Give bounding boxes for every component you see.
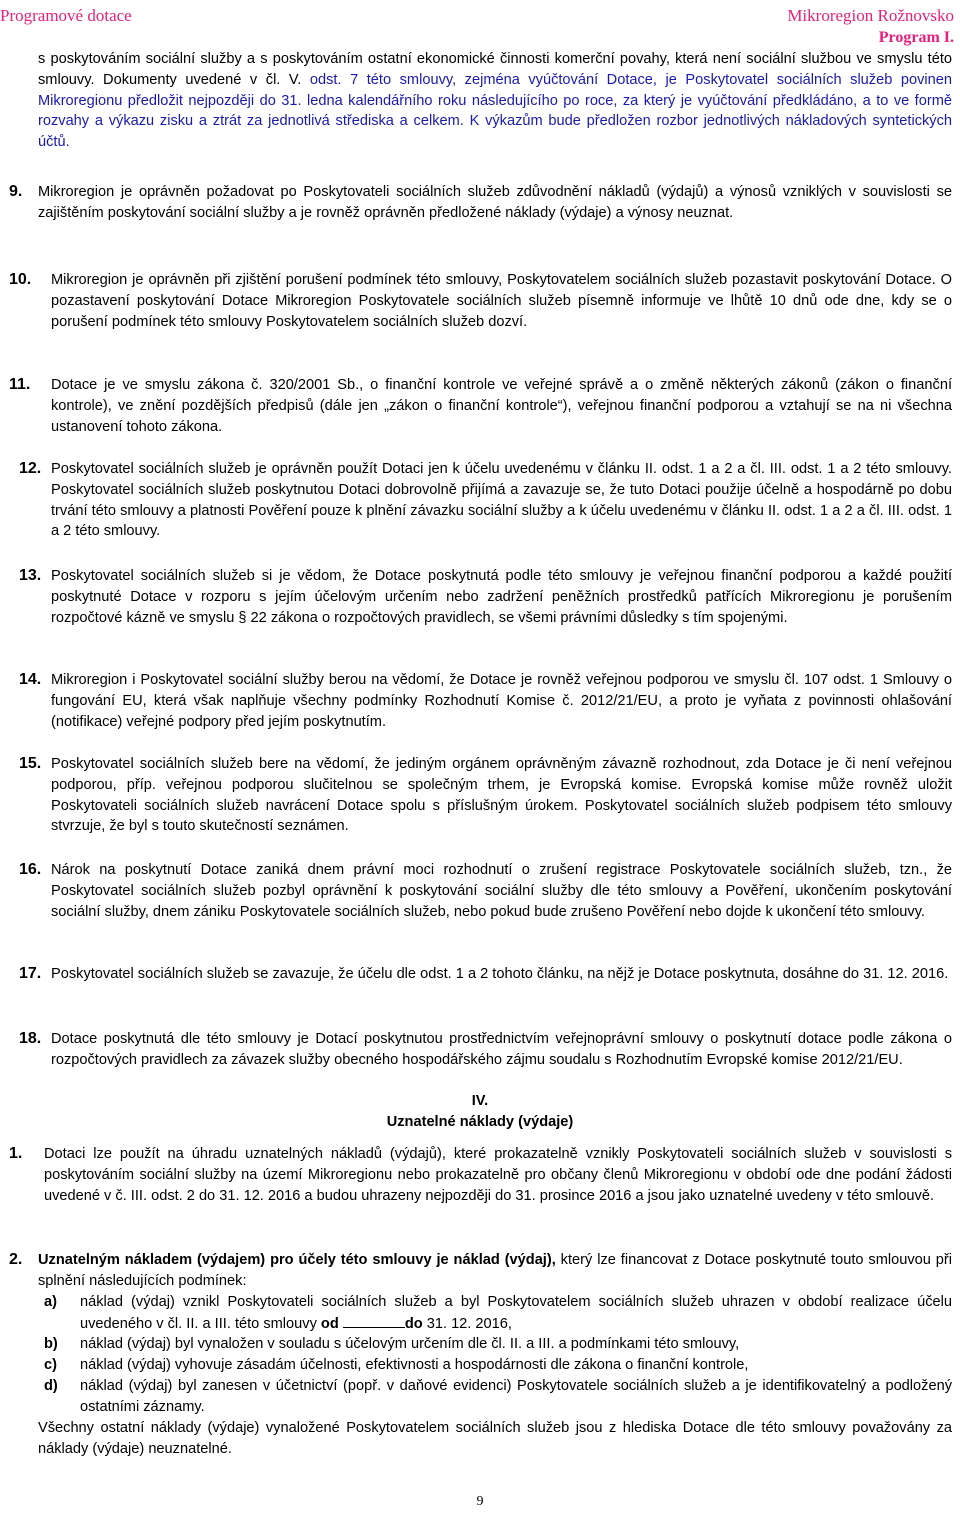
section-item-number: 1. — [9, 1145, 23, 1162]
item-text — [51, 375, 952, 437]
section-item-2-bold: Uznatelným nákladem (výdajem) pro účely této smlouvy je náklad (výdaj), — [38, 1252, 556, 1268]
item-text — [51, 459, 952, 542]
closing-paragraph — [38, 1418, 952, 1460]
condition-text — [80, 1355, 952, 1376]
intro-text-blue: odst. 7 této smlouvy, zejména vyúčtování Dotace, je Poskytovatel sociálních služeb povinen Mikroregionu předložit nejpozději do 31. ledna kalendářního roku následujícího po roce, za který je vyúčtování předkládáno, a to ve formě rozvahy a výkazu zisku a ztrát za jednotlivá střediska a celkem. K výkazům bude předložen rozbor jednotlivých nákladových syntetických účtů. — [38, 71, 952, 151]
item-17-text: Poskytovatel sociálních služeb se zavazuje, že účelu dle odst. 1 a 2 tohoto článku, na nějž je Dotace poskytnuta, dosáhne do 31. 12. 2016. — [51, 966, 949, 982]
item-number: 17. — [19, 965, 42, 982]
item-text — [38, 182, 952, 224]
item-number: 13. — [19, 567, 42, 584]
item-16-text: Nárok na poskytnutí Dotace zaniká dnem právní moci rozhodnutí o zrušení registrace Poskytovatele sociálních služeb, tzn., že Poskytovatel sociálních služeb pozbyl oprávnění k poskytování sociální služby dle této smlouvy a Pověření, ukončením poskytování sociální služby, dnem zániku Poskytovatele sociálních služeb, nebo pokud bude zrušeno Pověření nebo dojde k ukončení této smlouvy. — [51, 862, 952, 920]
condition-b-text: náklad (výdaj) byl vynaložen v souladu s účelovým určením dle čl. II. a III. a podmínkami této smlouvy, — [80, 1336, 740, 1352]
header-program-title: Programové dotace — [0, 6, 132, 25]
item-10-text: Mikroregion je oprávněn při zjištění porušení podmínek této smlouvy, Poskytovatelem sociálních služeb pozastavit poskytování Dotace. O pozastavení poskytování Dotace Mikroregion Poskytovatele sociálních služeb písemně informuje ve lhůtě 10 dnů ode dne, kdy se o porušení podmínek této smlouvy Poskytovatelem sociálních služeb dozví. — [51, 272, 952, 330]
item-number: 15. — [19, 755, 42, 772]
item-text — [51, 754, 952, 837]
item-number: 9. — [9, 183, 23, 200]
condition-label: d) — [44, 1378, 58, 1394]
item-12-text: Poskytovatel sociálních služeb je oprávněn použít Dotaci jen k účelu uvedenému v článku II. odst. 1 a 2 a čl. III. odst. 1 a 2 této smlouvy. Poskytovatel sociálních služeb poskytnutou Dotaci dobrovolně přijímá a zavazuje se, že tuto Dotaci použije účelně a hospodárně po dobu trvání této smlouvy a platnosti Pověření pouze k plnění závazku sociální služby a k účelu uvedenému v článku II. odst. 1 a 2 a čl. III. odst. 1 a 2 této smlouvy. — [51, 461, 952, 540]
page-number: 9 — [476, 1494, 484, 1509]
condition-label: a) — [44, 1294, 57, 1310]
condition-a-text: náklad (výdaj) vznikl Poskytovateli sociálních služeb a byl Poskytovatelem sociálních služeb uhrazen v období realizace účelu uvedeného v čl. II. a III. této smlouvy — [80, 1294, 952, 1332]
intro-paragraph — [38, 49, 952, 153]
item-number: 11. — [9, 376, 31, 393]
item-15-text: Poskytovatel sociálních služeb bere na vědomí, že jediným orgánem oprávněným závazně rozhodnout, zda Dotace je či není veřejnou podporou, příp. veřejnou podporou slučitelnou se společným trhem, je Evropská komise. Evropská komise může rovněž uložit Poskytovateli sociálních služeb navrácení Dotace spolu s příslušným úrokem. Poskytovatel sociálních služeb podpisem této smlouvy stvrzuje, že byl s touto skutečností seznámen. — [51, 756, 952, 835]
item-11-text: Dotace je ve smyslu zákona č. 320/2001 Sb., o finanční kontrole ve veřejné správě a o změně některých zákonů (zákon o finanční kontrole), ve znění pozdějších předpisů (dále jen „zákon o finanční kontrole“), veřejnou finanční podporou a vztahují se na ni všechna ustanovení tohoto zákona. — [51, 377, 952, 435]
item-number: 16. — [19, 861, 42, 878]
section-item-number: 2. — [9, 1251, 23, 1268]
header-organization: Mikroregion Rožnovsko — [787, 6, 954, 25]
item-text — [51, 566, 952, 628]
header-program-number: Program I. — [878, 29, 954, 46]
item-text — [51, 670, 952, 732]
section-item-text — [38, 1250, 952, 1292]
section-item-2-text: který lze financovat z Dotace poskytnuté touto smlouvou při splnění následujících podmínek: — [38, 1252, 952, 1289]
item-number: 10. — [9, 271, 32, 288]
item-number: 12. — [19, 460, 42, 477]
item-text — [51, 1029, 952, 1071]
date-from-label: od — [320, 1315, 339, 1332]
item-13-text: Poskytovatel sociálních služeb si je vědom, že Dotace poskytnutá podle této smlouvy je veřejnou finanční podporou a každé použití poskytnuté Dotace v rozporu s jejím účelovým určením nebo zadržení peněžních prostředků patřících Mikroregionu je porušením rozpočtové kázně ve smyslu § 22 zákona o rozpočtových pravidlech, se všemi právními důsledky s tím spojenými. — [51, 568, 952, 626]
condition-a-end: 31. 12. 2016, — [422, 1315, 512, 1332]
closing-text: Všechny ostatní náklady (výdaje) vynaložené Poskytovatelem sociálních služeb jsou z hlediska Dotace dle této smlouvy považovány za náklady (výdaje) neuznatelné. — [38, 1420, 952, 1457]
item-9-text: Mikroregion je oprávněn požadovat po Poskytovateli sociálních služeb zdůvodnění nákladů (výdajů) a výnosů vzniklých v souvislosti se zajištěním poskytování sociální služby a je rovněž oprávněn předložené náklady (výdaje) a výnosy neuznat. — [38, 184, 952, 221]
date-to-label: do — [404, 1315, 423, 1332]
item-text — [51, 860, 952, 922]
intro-text: s poskytováním sociální služby a s poskytováním ostatní ekonomické činnosti komerční povahy, která není sociální službou ve smyslu této smlouvy. Dokumenty uvedené v čl. V. — [38, 51, 952, 88]
date-blank — [343, 1313, 405, 1328]
page-header — [0, 0, 960, 48]
item-number: 18. — [19, 1030, 42, 1047]
condition-label: b) — [44, 1336, 58, 1352]
section-item-text — [44, 1144, 952, 1206]
condition-text — [80, 1376, 952, 1418]
condition-c-text: náklad (výdaj) vyhovuje zásadám účelnosti, efektivnosti a hospodárnosti dle zákona o finanční kontrole, — [80, 1357, 749, 1373]
section-roman-number: IV. — [471, 1093, 489, 1109]
item-18-text: Dotace poskytnutá dle této smlouvy je Dotací poskytnutou prostřednictvím veřejnoprávní smlouvy o poskytnutí dotace podle zákona o rozpočtových pravidlech za závazek služby obecného hospodářského zájmu soudalu s Rozhodnutím Evropské komise 2012/21/EU. — [51, 1031, 952, 1068]
condition-text — [80, 1334, 952, 1355]
condition-d-text: náklad (výdaj) byl zanesen v účetnictví (popř. v daňové evidenci) Poskytovatele sociálních služeb a je identifikovatelný a podložený ostatními záznamy. — [80, 1378, 952, 1415]
condition-label: c) — [44, 1357, 57, 1373]
section-item-1-text: Dotaci lze použít na úhradu uznatelných nákladů (výdajů), které prokazatelně vznikly Poskytovateli sociálních služeb v souvislosti s poskytováním sociální služby na území Mikroregionu nebo prokazatelně pro občany členů Mikroregionu v období ode dne podání žádosti uvedené v č. III. odst. 2 do 31. 12. 2016 a budou uhrazeny nejpozději do 31. prosince 2016 a jsou jako uznatelné uvedeny v této smlouvě. — [44, 1146, 952, 1204]
item-14-text: Mikroregion i Poskytovatel sociální služby berou na vědomí, že Dotace je rovněž veřejnou podporou ve smyslu čl. 107 odst. 1 Smlouvy o fungování EU, která však naplňuje všechny podmínky Rozhodnutí Komise č. 2012/21/EU, a proto je vyňata z povinnosti ohlašování (notifikace) veřejné podpory před jejím poskytnutím. — [51, 672, 952, 730]
item-text — [51, 270, 952, 332]
condition-text — [80, 1292, 952, 1335]
section-title: Uznatelné náklady (výdaje) — [386, 1114, 574, 1130]
item-text — [51, 964, 952, 985]
item-number: 14. — [19, 671, 42, 688]
